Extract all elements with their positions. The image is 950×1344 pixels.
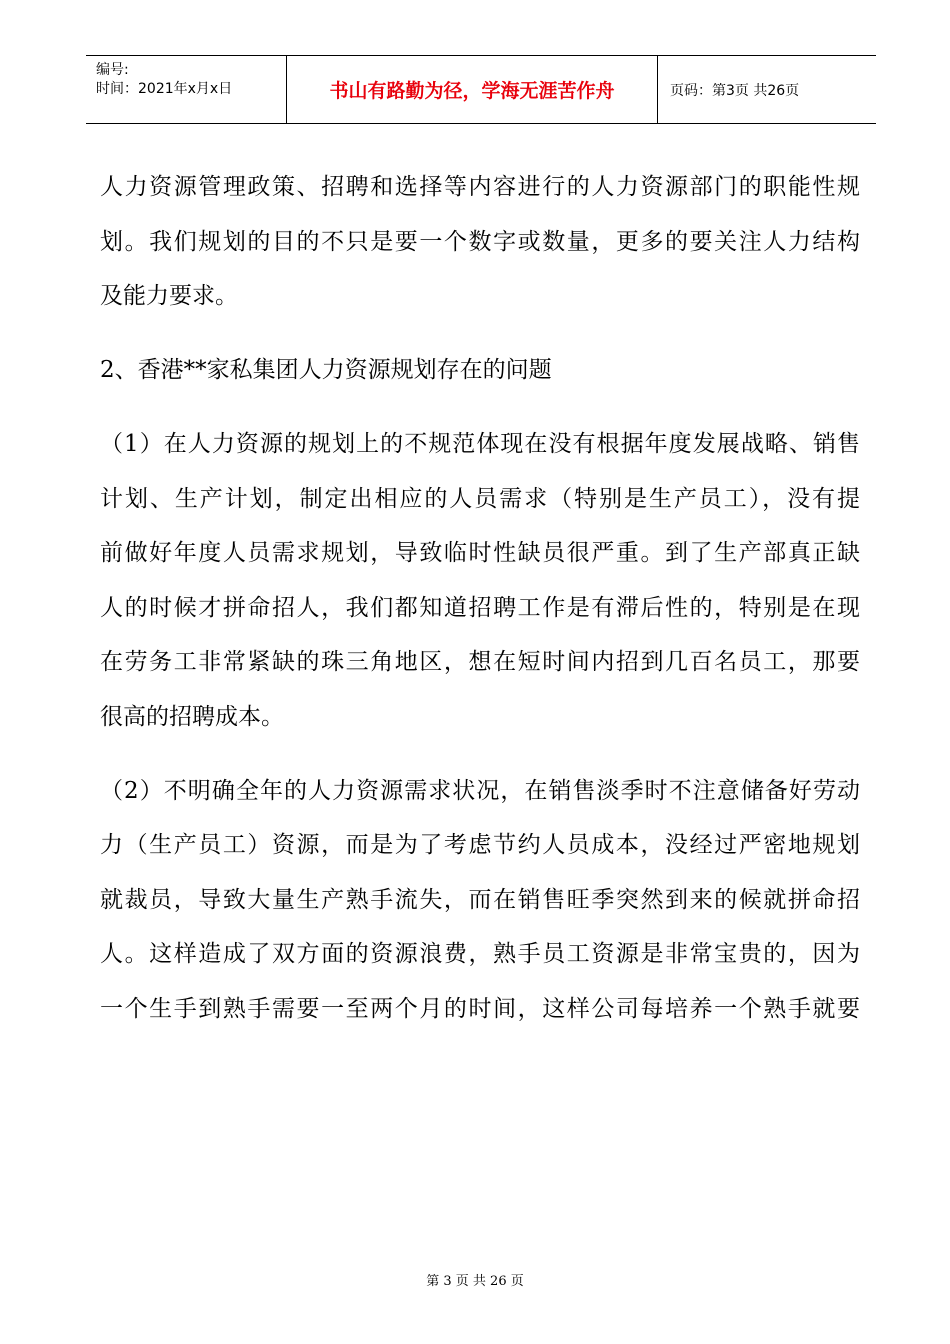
header-page-info: 页码：第3页 共26页 (670, 82, 800, 99)
text-line: 计划、生产计划，制定出相应的人员需求（特别是生产员工），没有提 (100, 485, 860, 512)
text-line: 就裁员，导致大量生产熟手流失，而在销售旺季突然到来的候就拼命招 (100, 886, 860, 913)
text-line: 及能力要求。 (100, 283, 238, 309)
text-line: 前做好年度人员需求规划，导致临时性缺员很严重。到了生产部真正缺 (100, 540, 860, 566)
page-header (86, 55, 876, 124)
code-label: 编号: (96, 62, 129, 78)
section-heading: 2、香港**家私集团人力资源规划存在的问题 (100, 357, 552, 383)
text-line: 力（生产员工）资源，而是为了考虑节约人员成本，没经过严密地规划 (100, 832, 860, 858)
page-footer: 第 3 页 共 26 页 (426, 1274, 524, 1289)
text-line: 在劳务工非常紧缺的珠三角地区，想在短时间内招到几百名员工，那要 (100, 649, 860, 675)
header-motto: 书山有路勤为径，学海无涯苦作舟 (287, 56, 658, 123)
text-line: 划。我们规划的目的不只是要一个数字或数量，更多的要关注人力结构 (100, 228, 860, 255)
text-line: 一个生手到熟手需要一至两个月的时间，这样公司每培养一个熟手就要 (100, 995, 860, 1022)
time-label: 时间：2021年x月x日 (96, 81, 233, 97)
text-line: 人的时候才拼命招人，我们都知道招聘工作是有滞后性的，特别是在现 (100, 594, 860, 621)
text-line: 人。这样造成了双方面的资源浪费，熟手员工资源是非常宝贵的，因为 (100, 941, 860, 967)
text-line: 人力资源管理政策、招聘和选择等内容进行的人力资源部门的职能性规 (100, 174, 860, 200)
text-line: 很高的招聘成本。 (100, 703, 284, 730)
text-line: （1）在人力资源的规划上的不规范体现在没有根据年度发展战略、销售 (100, 431, 860, 457)
document-body (100, 160, 860, 1036)
header-meta-cell (86, 56, 287, 123)
text-line: （2）不明确全年的人力资源需求状况，在销售淡季时不注意储备好劳动 (100, 777, 860, 804)
